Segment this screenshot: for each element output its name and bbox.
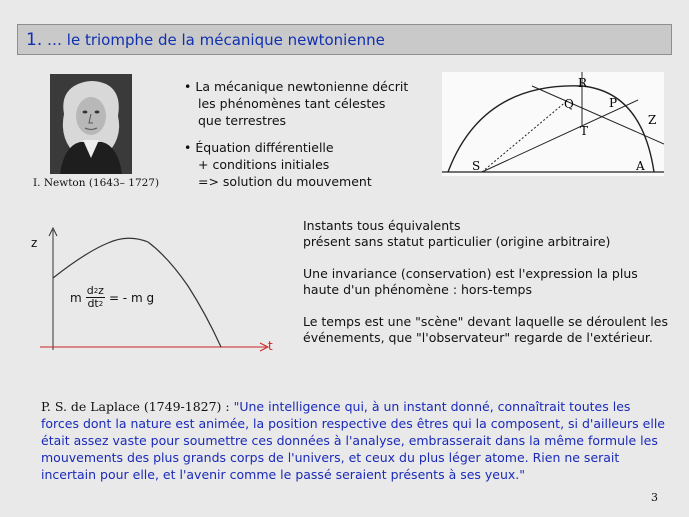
bullet-line: Équation différentielle xyxy=(195,140,334,155)
bullet-line: que terrestres xyxy=(198,113,287,128)
laplace-quote xyxy=(41,398,671,483)
trajectory-graph xyxy=(28,222,286,358)
orbit-diagram xyxy=(442,72,664,176)
title-bar xyxy=(17,24,672,55)
eq-rhs: = - m g xyxy=(108,290,155,305)
bullet-line: => solution du mouvement xyxy=(198,174,372,189)
title-text: … le triomphe de la mécanique newtonienne xyxy=(47,31,385,49)
bullet-line: + conditions initiales xyxy=(198,157,330,172)
label-q: Q xyxy=(564,97,574,111)
title-number: 1. xyxy=(26,30,43,50)
bullet-list xyxy=(184,78,408,200)
bullet-dot: • xyxy=(184,79,196,94)
radius-dashed xyxy=(482,100,568,172)
bullet-line: les phénomènes tant célestes xyxy=(198,96,386,111)
laplace-quote-text: "Une intelligence qui, à un instant donné, connaîtrait toutes les forces dont la nature est animée, la position respective des êtres qui la composent, si d'ailleurs elle était assez vaste pour soumettre ces données à l'analyse, embrasserait dans la même formule les mouvements des plus grands corps de l'univers, et ceux du plus léger atome. Rien ne serait incertain pour elle, et l'avenir comme le passé seraient présents à ses yeux." xyxy=(41,399,665,482)
bullet-dot: • xyxy=(184,140,196,155)
tangent-line xyxy=(532,86,664,144)
label-a: A xyxy=(636,159,645,173)
eq-m: m xyxy=(70,290,82,305)
paragraph: Une invariance (conservation) est l'expression la plus haute d'un phénomène : hors-temps xyxy=(303,266,638,297)
time-commentary xyxy=(303,218,668,362)
newton-portrait-image xyxy=(50,74,132,174)
paragraph: Le temps est une "scène" devant laquelle se déroulent les événements, que "l'observateur" regarde de l'extérieur. xyxy=(303,314,668,345)
radius-solid xyxy=(482,100,638,172)
slide-title xyxy=(26,30,385,50)
label-z: Z xyxy=(648,113,657,127)
page-number: 3 xyxy=(651,491,658,504)
bullet-item xyxy=(184,139,408,190)
eq-fraction: $\frac{d^2z}{dt^2}$ xyxy=(86,284,104,310)
newton-portrait xyxy=(50,74,132,174)
bullet-line: La mécanique newtonienne décrit xyxy=(195,79,409,94)
portrait-caption: I. Newton (1643– 1727) xyxy=(33,177,160,189)
y-axis-label: z xyxy=(31,236,38,250)
x-axis-label: t xyxy=(268,339,273,353)
label-t: T xyxy=(580,124,589,138)
bullet-item xyxy=(184,78,408,129)
label-p: P xyxy=(609,96,618,110)
laplace-author: P. S. de Laplace (1749-1827) : xyxy=(41,399,230,414)
paragraph: Instants tous équivalents présent sans statut particulier (origine arbitraire) xyxy=(303,218,611,249)
label-s: S xyxy=(472,159,481,173)
label-r: R xyxy=(578,76,588,90)
equation xyxy=(70,285,154,310)
